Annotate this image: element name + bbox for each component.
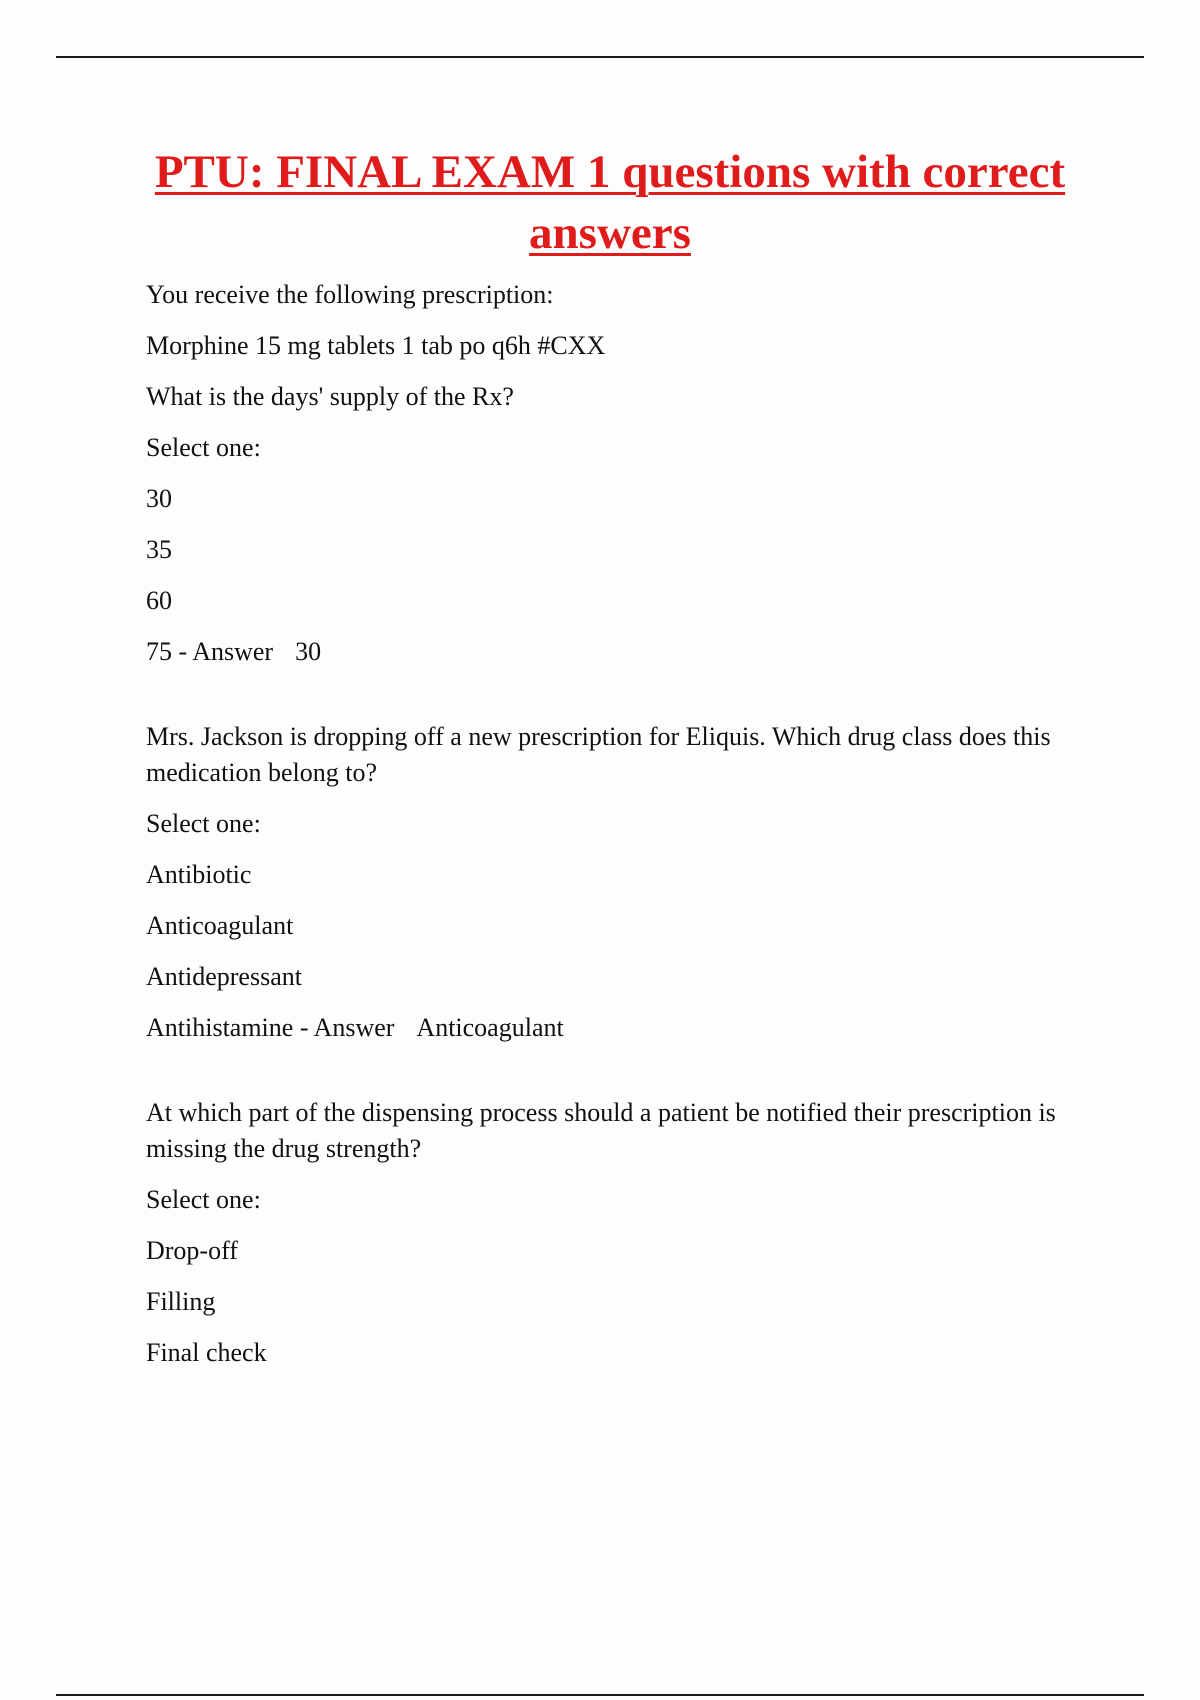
question-1-answer: 30	[295, 637, 322, 666]
question-2-option-d: Antihistamine	[146, 1013, 294, 1042]
question-1-option-b: 35	[146, 535, 172, 564]
question-3-option-c: Final check	[146, 1338, 267, 1367]
footer-rule	[56, 1694, 1144, 1696]
question-1-intro: You receive the following prescription:	[146, 280, 554, 309]
question-2	[146, 719, 1106, 1046]
question-3-option-a: Drop-off	[146, 1236, 238, 1265]
question-3-stem: At which part of the dispensing process should a patient be notified their prescription is missing the drug strength?	[146, 1098, 1056, 1163]
question-1-prescription: Morphine 15 mg tablets 1 tab po q6h #CXX	[146, 331, 606, 360]
question-1-option-a: 30	[146, 484, 172, 513]
question-1-prompt: What is the days' supply of the Rx?	[146, 382, 514, 411]
question-3	[146, 1095, 1106, 1371]
question-1-select-one: Select one:	[146, 433, 261, 462]
document-title: PTU: FINAL EXAM 1 questions with correct answers	[154, 146, 1066, 259]
question-2-answer-label: - Answer	[299, 1013, 395, 1042]
question-1-answer-label: - Answer	[178, 637, 274, 666]
question-3-option-b: Filling	[146, 1287, 216, 1316]
question-1-option-d-answer	[146, 634, 1106, 670]
question-2-option-a: Antibiotic	[146, 860, 252, 889]
question-2-select-one: Select one:	[146, 809, 261, 838]
question-2-answer: Anticoagulant	[416, 1013, 564, 1042]
question-3-select-one: Select one:	[146, 1185, 261, 1214]
question-2-option-d-answer	[146, 1010, 1106, 1046]
question-1	[146, 277, 1106, 670]
header-rule	[56, 56, 1144, 58]
document-body	[146, 277, 1106, 1386]
question-2-option-b: Anticoagulant	[146, 911, 294, 940]
question-1-option-c: 60	[146, 586, 172, 615]
question-1-option-d: 75	[146, 637, 172, 666]
question-2-option-c: Antidepressant	[146, 962, 302, 991]
question-2-stem: Mrs. Jackson is dropping off a new prescription for Eliquis. Which drug class does this medication belong to?	[146, 722, 1051, 787]
